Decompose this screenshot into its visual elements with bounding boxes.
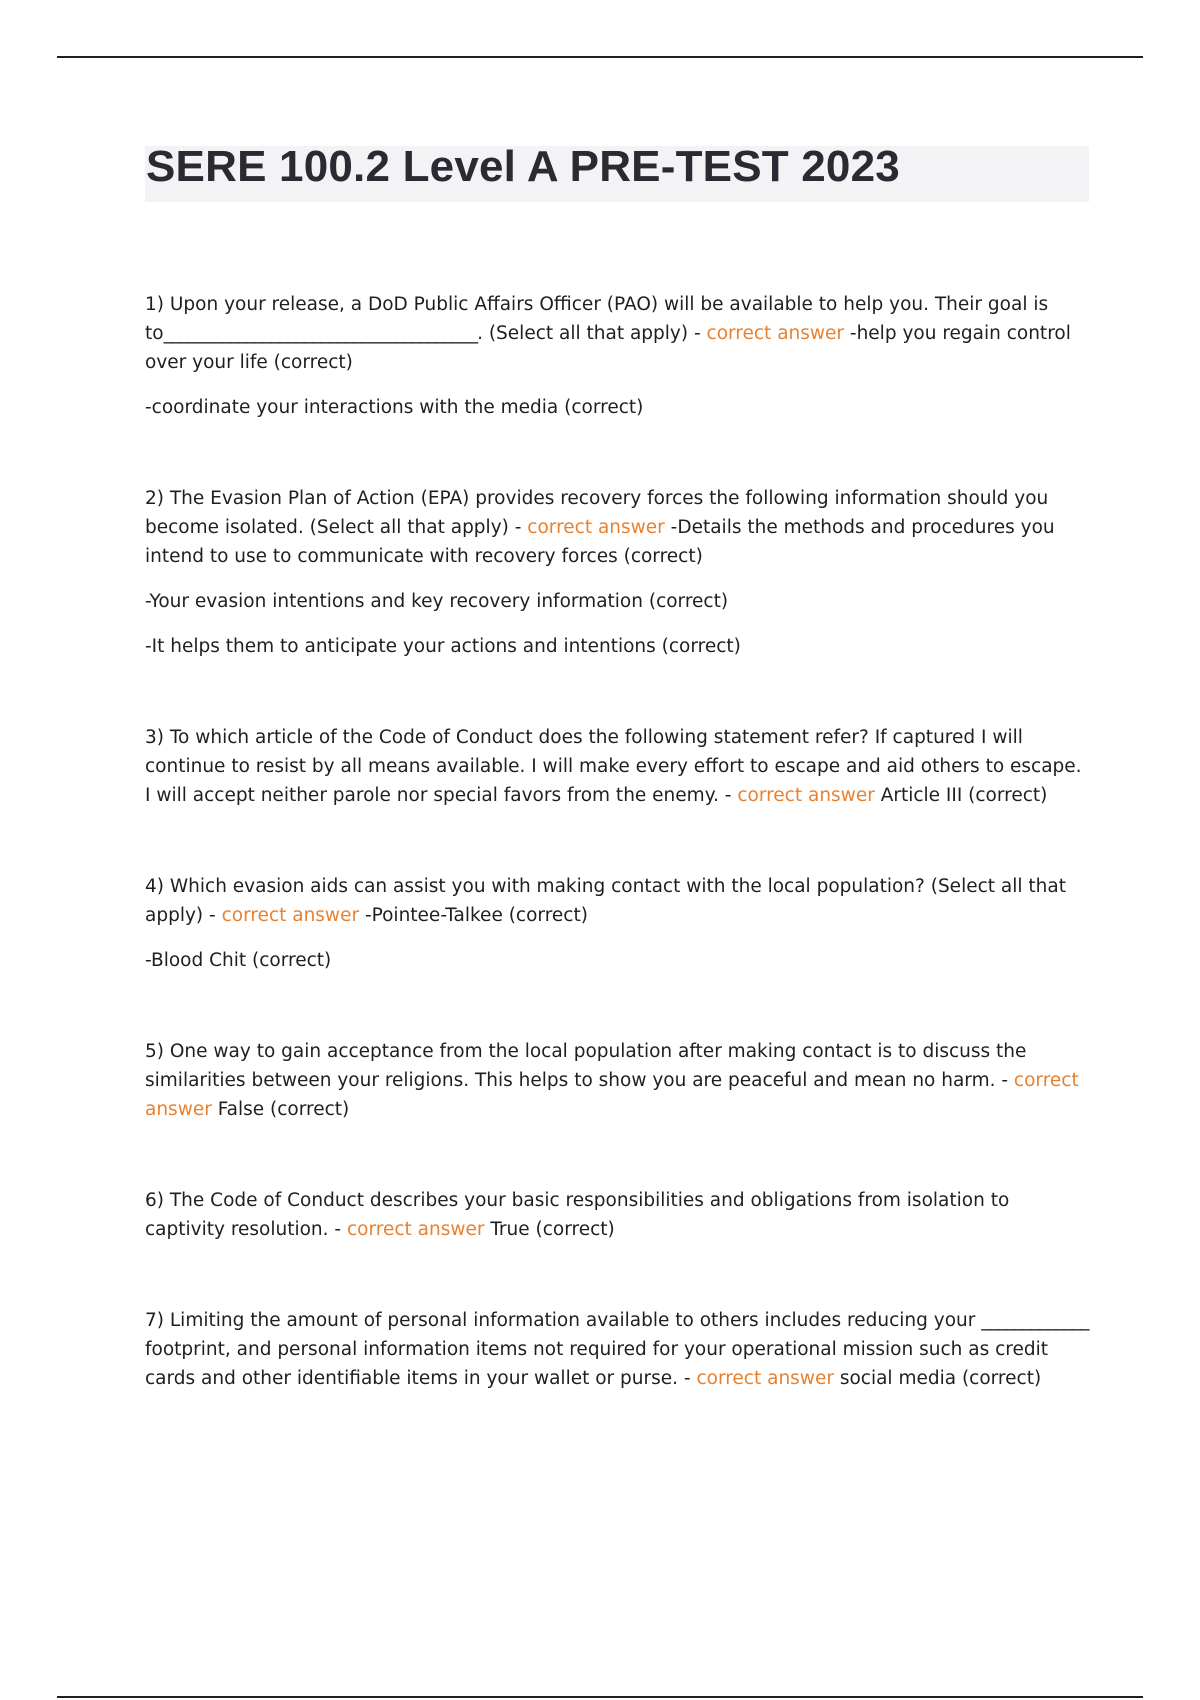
question-3-answer: Article III (correct) — [874, 785, 1048, 806]
question-2-prefix: 2) The Evasion Plan of Action (EPA) provides recovery forces the following information should you become isolated. (Select all that apply) - — [145, 488, 1049, 538]
question-7 — [145, 1306, 1090, 1393]
question-3-prefix: 3) To which article of the Code of Conduct does the following statement refer? If captured I will continue to resist by all means available. I will make every effort to escape and aid others to escape. I will accept neither parole nor special favors from the enemy. - — [145, 727, 1082, 806]
correct-answer-label: correct answer — [527, 517, 665, 538]
correct-answer-label: correct answer — [221, 905, 360, 926]
question-1-prefix: 1) Upon your release, a DoD Public Affairs Officer (PAO) will be available to help you. Their goal is to — [145, 294, 1049, 344]
question-6-prefix: 6) The Code of Conduct describes your basic responsibilities and obligations from isolation to captivity resolution. - — [145, 1190, 1010, 1240]
question-6-answer: True (correct) — [484, 1219, 615, 1240]
question-6-text — [145, 1186, 1090, 1244]
question-7-blank: _____________ — [981, 1310, 1089, 1331]
question-3-text — [145, 723, 1090, 810]
question-7-prefix: 7) Limiting the amount of personal information available to others includes reducing your — [145, 1310, 982, 1331]
correct-answer-label: correct answer — [145, 1070, 1079, 1120]
bottom-rule — [57, 1696, 1143, 1698]
correct-answer-label: correct answer — [696, 1368, 834, 1389]
question-4-text — [145, 872, 1090, 930]
document-title: SERE 100.2 Level A PRE-TEST 2023 — [146, 142, 900, 191]
question-2 — [145, 484, 1090, 571]
question-5-prefix: 5) One way to gain acceptance from the local population after making contact is to discuss the similarities between your religions. This helps to show you are peaceful and mean no harm. - — [145, 1041, 1027, 1091]
question-4-prefix: 4) Which evasion aids can assist you with making contact with the local population? (Select all that apply) - — [145, 876, 1066, 926]
question-4-extra-answer: -Blood Chit (correct) — [145, 950, 332, 971]
correct-answer-label: correct answer — [346, 1219, 485, 1240]
top-rule — [57, 56, 1143, 58]
question-2-extra-answer-1: -Your evasion intentions and key recovery information (correct) — [145, 591, 729, 612]
question-4 — [145, 872, 1090, 930]
correct-answer-label: correct answer — [737, 785, 875, 806]
question-1-answer: -help you regain control over your life (correct) — [145, 323, 1071, 373]
question-2-text — [145, 484, 1090, 571]
question-5-text — [145, 1037, 1090, 1124]
correct-answer-label: correct answer — [706, 323, 845, 344]
question-1-text — [145, 290, 1090, 377]
question-5-answer: False (correct) — [211, 1099, 350, 1120]
question-1-blank: ______________________________________ — [163, 323, 478, 344]
question-5 — [145, 1037, 1090, 1124]
question-6 — [145, 1186, 1090, 1244]
question-7-answer: social media (correct) — [833, 1368, 1042, 1389]
question-list — [145, 290, 1090, 1409]
question-7-text — [145, 1306, 1090, 1393]
question-2-answer: -Details the methods and procedures you intend to use to communicate with recovery forces (correct) — [145, 517, 1055, 567]
question-1-extra-answer: -coordinate your interactions with the media (correct) — [145, 397, 644, 418]
question-4-answer: -Pointee-Talkee (correct) — [359, 905, 588, 926]
question-7-after-blank: footprint, and personal information items not required for your operational mission such as credit cards and other identifiable items in your wallet or purse. - — [145, 1339, 1048, 1389]
question-1-after-blank: . (Select all that apply) - — [477, 323, 707, 344]
question-2-extra-answer-2: -It helps them to anticipate your actions and intentions (correct) — [145, 636, 741, 657]
question-3 — [145, 723, 1090, 810]
question-1 — [145, 290, 1090, 377]
